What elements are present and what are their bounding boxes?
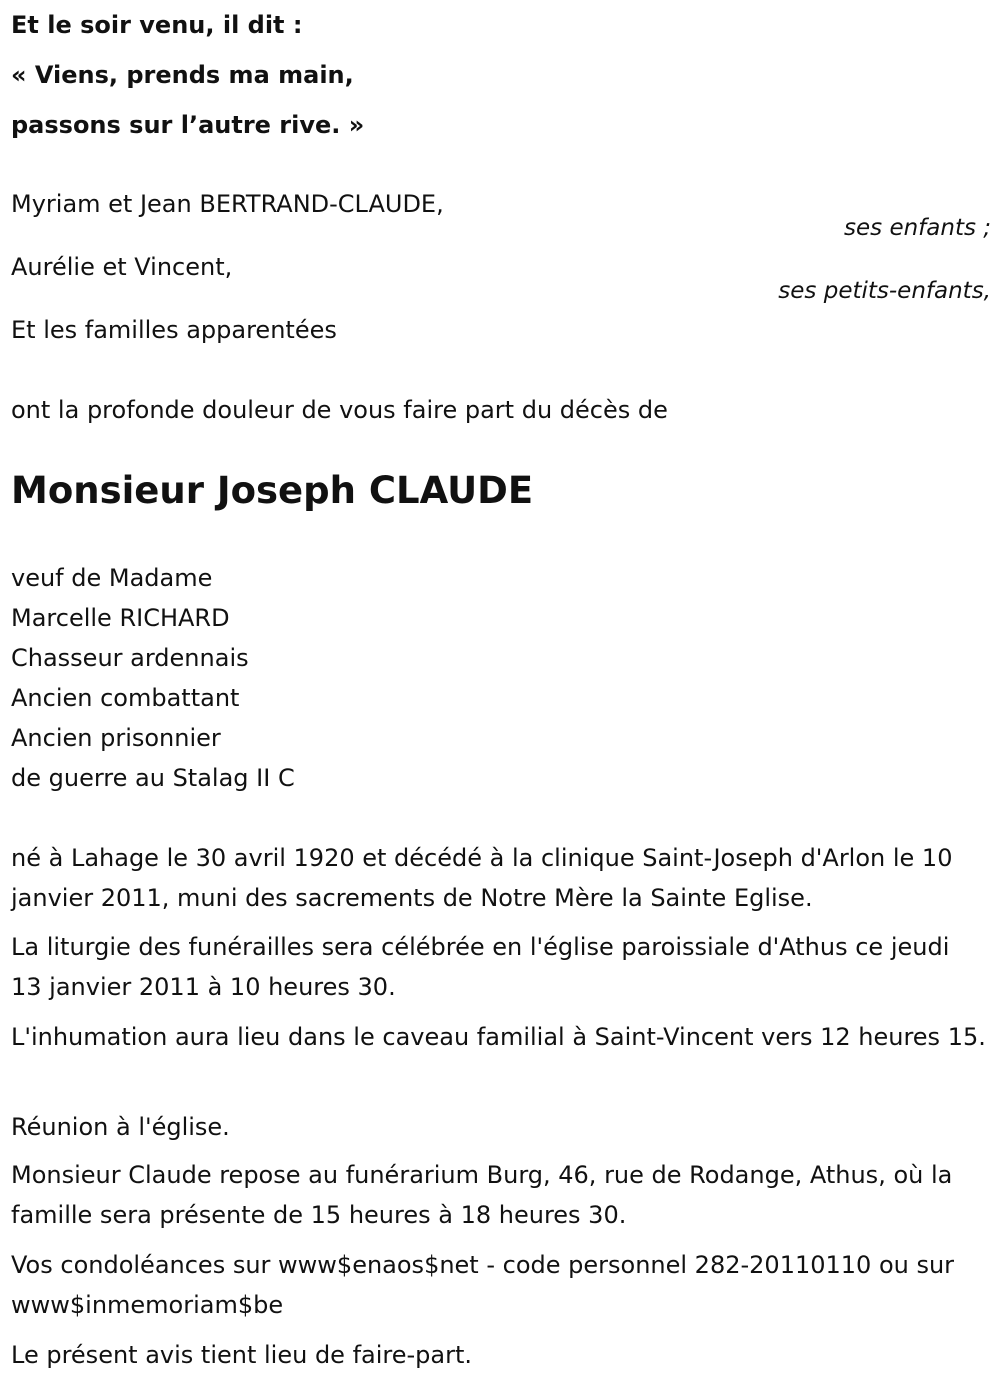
announcement-line: ont la profonde douleur de vous faire part du décès de [11,396,668,424]
detail-line: veuf de Madame [11,564,213,592]
detail-line: de guerre au Stalag II C [11,764,295,792]
burial-paragraph: L'inhumation aura lieu dans le caveau familial à Saint-Vincent vers 12 heures 15. [11,1023,986,1051]
detail-line: Ancien prisonnier [11,724,221,752]
verse-line-1: Et le soir venu, il dit : [11,11,303,39]
relatives-line: Et les familles apparentées [11,316,337,344]
grandchildren-names: Aurélie et Vincent, [11,253,233,281]
verse-line-2: « Viens, prends ma main, [11,61,354,89]
birth-death-paragraph: né à Lahage le 30 avril 1920 et décédé à la clinique Saint-Joseph d'Arlon le 10 janvier 2011, muni des sacrements de Notre Mère la Sainte Eglise. [11,844,953,912]
closing-paragraph: Le présent avis tient lieu de faire-part. [11,1341,473,1369]
deceased-name: Monsieur Joseph CLAUDE [11,469,534,512]
children-role: ses enfants ; [844,215,991,241]
funeral-paragraph: La liturgie des funérailles sera célébrée en l'église paroissiale d'Athus ce jeudi 13 janvier 2011 à 10 heures 30. [11,933,950,1001]
verse-line-3: passons sur l’autre rive. » [11,111,365,139]
condolences-paragraph: Vos condoléances sur www$enaos$net - code personnel 282-20110110 ou sur www$inmemoriam$be [11,1251,955,1319]
children-names: Myriam et Jean BERTRAND-CLAUDE, [11,190,444,218]
detail-line: Chasseur ardennais [11,644,249,672]
funeral-home-paragraph: Monsieur Claude repose au funérarium Burg, 46, rue de Rodange, Athus, où la famille sera présente de 15 heures à 18 heures 30. [11,1161,953,1229]
meeting-paragraph: Réunion à l'église. [11,1113,230,1141]
detail-line: Marcelle RICHARD [11,604,230,632]
grandchildren-role: ses petits-enfants, [778,278,991,304]
detail-line: Ancien combattant [11,684,240,712]
